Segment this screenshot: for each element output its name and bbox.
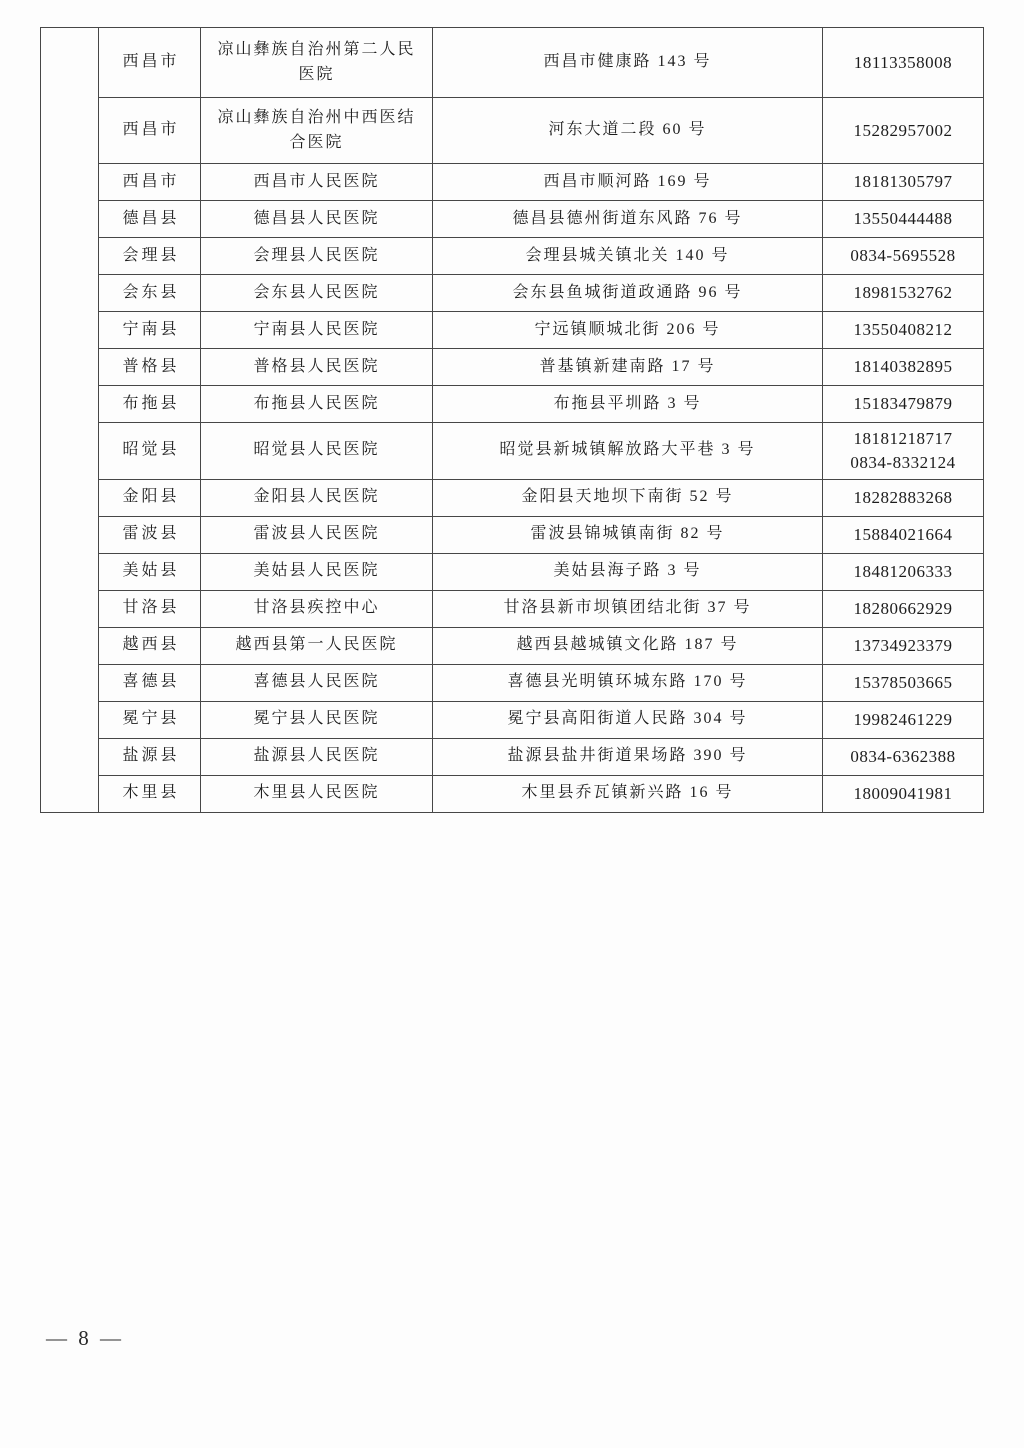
address-cell: 金阳县天地坝下南街 52 号	[433, 479, 823, 516]
table-row	[41, 775, 984, 812]
phone-cell	[823, 664, 984, 701]
phone-line: 15183479879	[853, 394, 953, 414]
city-cell: 金阳县	[99, 479, 201, 516]
address-cell: 木里县乔瓦镇新兴路 16 号	[433, 775, 823, 812]
table-row	[41, 386, 984, 423]
phone-cell	[823, 590, 984, 627]
hospital-cell: 宁南县人民医院	[201, 312, 433, 349]
city-cell: 昭觉县	[99, 423, 201, 480]
address-cell: 喜德县光明镇环城东路 170 号	[433, 664, 823, 701]
city-cell: 美姑县	[99, 553, 201, 590]
address-cell: 越西县越城镇文化路 187 号	[433, 627, 823, 664]
hospital-cell: 普格县人民医院	[201, 349, 433, 386]
phone-line: 18282883268	[853, 487, 953, 507]
hospital-cell: 木里县人民医院	[201, 775, 433, 812]
hospital-cell: 西昌市人民医院	[201, 164, 433, 201]
phone-line: 18181305797	[853, 172, 953, 192]
city-cell: 盐源县	[99, 738, 201, 775]
phone-line: 13734923379	[853, 635, 953, 655]
table-row	[41, 664, 984, 701]
hospital-table-body	[41, 28, 984, 813]
prefecture-spanning-cell	[41, 28, 99, 813]
table-row	[41, 423, 984, 480]
phone-line: 18181218717	[853, 429, 953, 448]
table-row	[41, 516, 984, 553]
hospital-cell: 德昌县人民医院	[201, 201, 433, 238]
address-cell: 河东大道二段 60 号	[433, 98, 823, 164]
hospital-cell: 金阳县人民医院	[201, 479, 433, 516]
address-cell: 盐源县盐井街道果场路 390 号	[433, 738, 823, 775]
phone-line: 13550444488	[853, 209, 953, 229]
hospital-contact-table	[40, 27, 984, 813]
hospital-cell: 布拖县人民医院	[201, 386, 433, 423]
phone-line: 15378503665	[853, 672, 953, 692]
address-cell: 宁远镇顺城北街 206 号	[433, 312, 823, 349]
phone-line: 0834-6362388	[850, 746, 956, 766]
city-cell: 木里县	[99, 775, 201, 812]
phone-cell	[823, 164, 984, 201]
city-cell: 普格县	[99, 349, 201, 386]
phone-line: 0834-8332124	[850, 452, 956, 472]
table-row	[41, 738, 984, 775]
table-row	[41, 238, 984, 275]
city-cell: 雷波县	[99, 516, 201, 553]
city-cell: 会东县	[99, 275, 201, 312]
phone-cell	[823, 423, 984, 480]
table-row	[41, 553, 984, 590]
hospital-cell: 会理县人民医院	[201, 238, 433, 275]
city-cell: 越西县	[99, 627, 201, 664]
address-cell: 甘洛县新市坝镇团结北街 37 号	[433, 590, 823, 627]
phone-cell	[823, 201, 984, 238]
phone-line: 18009041981	[853, 783, 953, 803]
phone-cell	[823, 738, 984, 775]
hospital-cell: 冕宁县人民医院	[201, 701, 433, 738]
phone-line: 18140382895	[853, 357, 953, 377]
table-row	[41, 98, 984, 164]
address-cell: 普基镇新建南路 17 号	[433, 349, 823, 386]
phone-line: 18113358008	[853, 52, 953, 72]
table-row	[41, 627, 984, 664]
address-cell: 西昌市顺河路 169 号	[433, 164, 823, 201]
phone-line: 15884021664	[853, 524, 953, 544]
phone-cell	[823, 553, 984, 590]
phone-cell	[823, 479, 984, 516]
phone-line: 13550408212	[853, 320, 953, 340]
hospital-cell: 凉山彝族自治州中西医结合医院	[201, 98, 433, 164]
hospital-cell: 昭觉县人民医院	[201, 423, 433, 480]
page-number: — 8 —	[46, 1326, 124, 1350]
phone-line: 0834-5695528	[850, 246, 956, 266]
table-row	[41, 590, 984, 627]
address-cell: 布拖县平圳路 3 号	[433, 386, 823, 423]
table-row	[41, 28, 984, 98]
city-cell: 西昌市	[99, 98, 201, 164]
table-row	[41, 479, 984, 516]
hospital-cell: 会东县人民医院	[201, 275, 433, 312]
hospital-cell: 喜德县人民医院	[201, 664, 433, 701]
address-cell: 美姑县海子路 3 号	[433, 553, 823, 590]
phone-cell	[823, 701, 984, 738]
hospital-cell: 甘洛县疾控中心	[201, 590, 433, 627]
address-cell: 昭觉县新城镇解放路大平巷 3 号	[433, 423, 823, 480]
phone-line: 18981532762	[853, 283, 953, 303]
address-cell: 德昌县德州街道东风路 76 号	[433, 201, 823, 238]
hospital-cell: 雷波县人民医院	[201, 516, 433, 553]
address-cell: 雷波县锦城镇南街 82 号	[433, 516, 823, 553]
city-cell: 喜德县	[99, 664, 201, 701]
table-row	[41, 312, 984, 349]
city-cell: 冕宁县	[99, 701, 201, 738]
phone-cell	[823, 275, 984, 312]
city-cell: 甘洛县	[99, 590, 201, 627]
hospital-cell: 越西县第一人民医院	[201, 627, 433, 664]
phone-line: 18481206333	[853, 561, 953, 581]
phone-cell	[823, 627, 984, 664]
city-cell: 德昌县	[99, 201, 201, 238]
phone-cell	[823, 349, 984, 386]
phone-line: 19982461229	[853, 709, 953, 729]
city-cell: 宁南县	[99, 312, 201, 349]
table-row	[41, 201, 984, 238]
table-row	[41, 164, 984, 201]
phone-cell	[823, 312, 984, 349]
table-row	[41, 275, 984, 312]
table-row	[41, 701, 984, 738]
phone-line: 15282957002	[853, 120, 953, 140]
city-cell: 会理县	[99, 238, 201, 275]
hospital-cell: 美姑县人民医院	[201, 553, 433, 590]
address-cell: 会理县城关镇北关 140 号	[433, 238, 823, 275]
phone-cell	[823, 386, 984, 423]
hospital-cell: 盐源县人民医院	[201, 738, 433, 775]
address-cell: 冕宁县高阳街道人民路 304 号	[433, 701, 823, 738]
table-row	[41, 349, 984, 386]
phone-cell	[823, 98, 984, 164]
city-cell: 布拖县	[99, 386, 201, 423]
phone-cell	[823, 28, 984, 98]
phone-cell	[823, 775, 984, 812]
phone-cell	[823, 238, 984, 275]
city-cell: 西昌市	[99, 28, 201, 98]
hospital-cell: 凉山彝族自治州第二人民医院	[201, 28, 433, 98]
address-cell: 会东县鱼城街道政通路 96 号	[433, 275, 823, 312]
phone-line: 18280662929	[853, 598, 953, 618]
phone-cell	[823, 516, 984, 553]
address-cell: 西昌市健康路 143 号	[433, 28, 823, 98]
city-cell: 西昌市	[99, 164, 201, 201]
